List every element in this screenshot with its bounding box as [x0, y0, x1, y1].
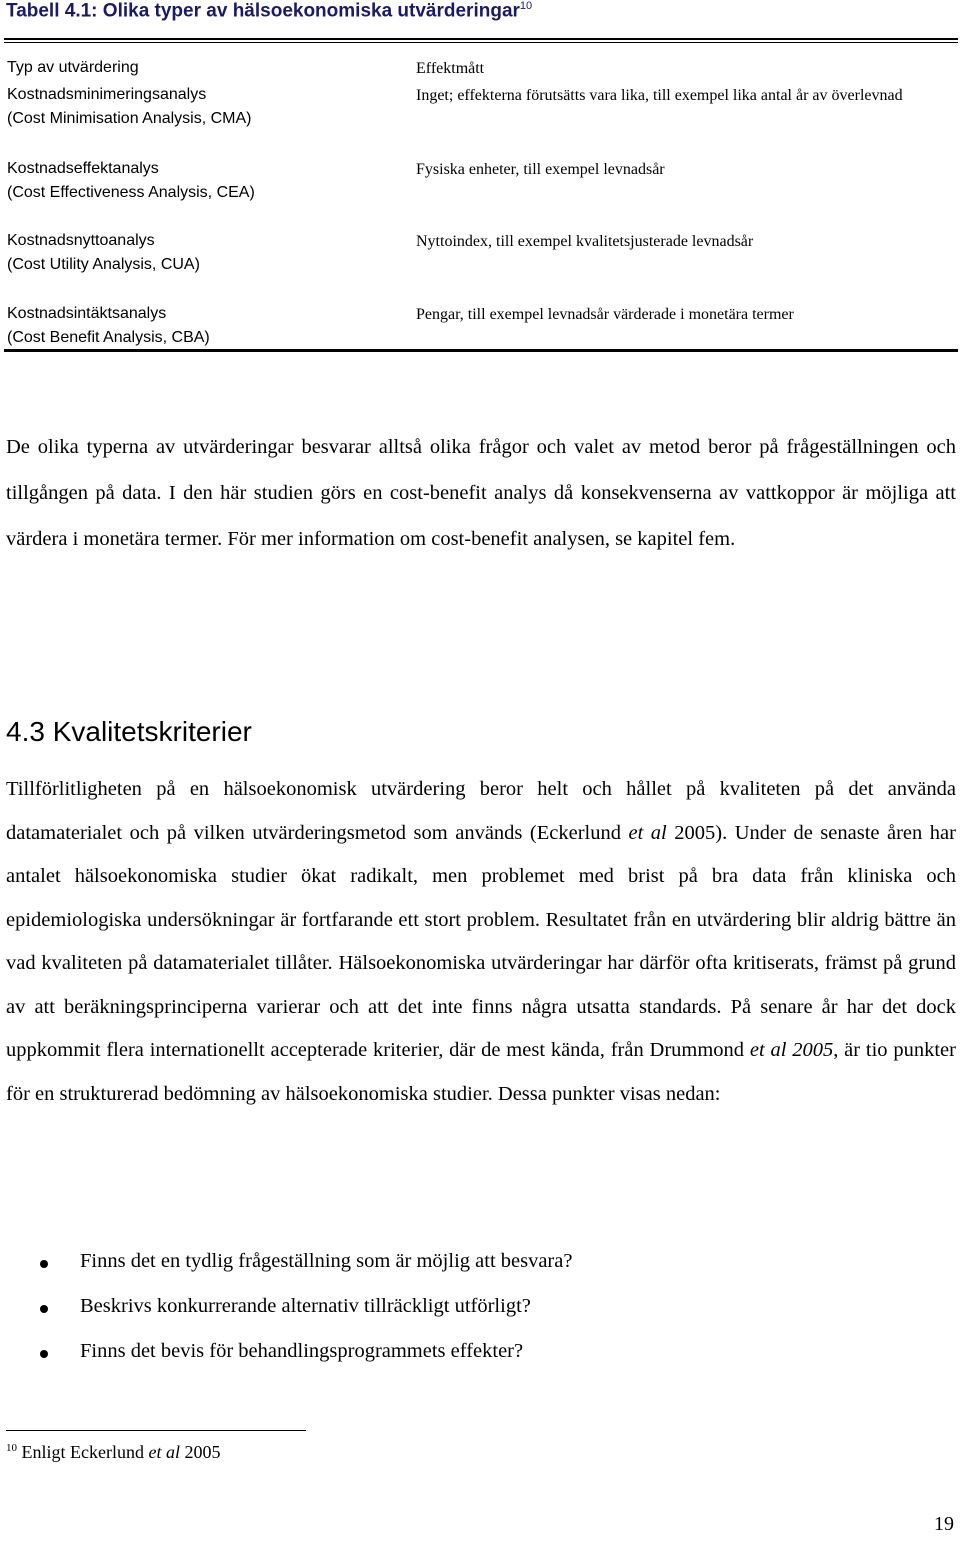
citation-etal: et al 2005	[749, 1039, 834, 1061]
section-heading: 4.3 Kvalitetskriterier	[6, 716, 252, 747]
body-paragraph-quality	[6, 768, 956, 1116]
table-caption-text: Tabell 4.1: Olika typer av hälsoekonomiska utvärderingar	[6, 0, 520, 22]
bullet-icon	[40, 1350, 48, 1358]
paragraph-text: Tillförlitligheten på en hälsoekonomisk utvärdering beror helt och hållet på kvaliteten på det använda datamaterialet och på vilken utvärderingsmetod som används (Eckerlund	[6, 778, 956, 844]
table-cell-type-en: (Cost Minimisation Analysis, CMA)	[7, 110, 252, 127]
table-cell-type-en: (Cost Utility Analysis, CUA)	[7, 256, 200, 273]
list-item-text: Finns det en tydlig frågeställning som är möjlig att besvara?	[80, 1250, 573, 1272]
table-cell-type-sv: Kostnadsminimeringsanalys	[7, 86, 207, 103]
table-row-cea-name	[7, 157, 255, 205]
paragraph-text: 2005). Under de senaste åren har antalet hälsoekonomiska studier ökat radikalt, men problemet med brist på bra data från kliniska och epidemiologiska undersökningar är fortfarande ett stort problem. Resultatet från en utvärdering blir aldrig bättre än vad kvaliteten på datamaterialet tillåter. Hälsoekonomiska utvärderingar har därför ofta kritiserats, främst på grund av att beräkningsprinciperna varierar och att det inte finns några utsatta standards. På senare år har det dock uppkommit flera internationellt accepterade kriterier, där de mest kända, från Drummond	[6, 821, 956, 1061]
table-bottom-rule	[4, 349, 958, 352]
table-cell-type-en: (Cost Effectiveness Analysis, CEA)	[7, 184, 255, 201]
table-header-effect: Effektmått	[416, 60, 485, 77]
footnote-divider	[6, 1430, 306, 1431]
table-row-cma-name	[7, 83, 252, 131]
footnote-text: Enligt Eckerlund	[21, 1442, 149, 1462]
citation-etal: et al	[628, 821, 667, 844]
footnote-reference: 10	[519, 0, 533, 12]
table-caption	[6, 0, 532, 22]
table-cell-effect: Fysiska enheter, till exempel levnadsår	[416, 161, 665, 178]
table-cell-effect: Nyttoindex, till exempel kvalitetsjusterade levnadsår	[416, 233, 754, 250]
page-number: 19	[934, 1513, 954, 1535]
list-item-text: Finns det bevis för behandlingsprogrammets effekter?	[80, 1340, 524, 1362]
table-cell-type-en: (Cost Benefit Analysis, CBA)	[7, 329, 210, 346]
table-cell-type-sv: Kostnadsintäktsanalys	[7, 305, 167, 322]
table-cell-effect: Inget; effekterna förutsätts vara lika, till exempel lika antal år av överlevnad	[416, 87, 903, 104]
table-row-cba-name	[7, 302, 210, 350]
list-item-text: Beskrivs konkurrerande alternativ tillräckligt utförligt?	[80, 1295, 531, 1317]
table-cell-type-sv: Kostnadseffektanalys	[7, 160, 159, 177]
table-header-type: Typ av utvärdering	[7, 59, 139, 76]
table-header-rule	[4, 42, 958, 43]
footnote-etal: et al	[148, 1442, 180, 1462]
table-row-cua-name	[7, 229, 200, 277]
bullet-icon	[40, 1260, 48, 1268]
footnote-number: 10	[6, 1442, 17, 1454]
footnote	[6, 1442, 220, 1463]
bullet-icon	[40, 1305, 48, 1313]
paragraph-text: , är tio punkter för en strukturerad bedömning av hälsoekonomiska studier. Dessa punkter visas nedan:	[6, 1039, 956, 1105]
table-cell-type-sv: Kostnadsnyttoanalys	[7, 232, 155, 249]
footnote-year: 2005	[179, 1442, 221, 1462]
body-paragraph-methods: De olika typerna av utvärderingar besvarar alltså olika frågor och valet av metod beror på frågeställningen och tillgången på data. I den här studien görs en cost-benefit analys då konsekvenserna av vattkoppor är möjliga att värdera i monetära termer. För mer information om cost-benefit analysen, se kapitel fem.	[6, 436, 956, 550]
table-cell-effect: Pengar, till exempel levnadsår värderade i monetära termer	[416, 306, 794, 323]
table-top-rule	[4, 38, 958, 40]
